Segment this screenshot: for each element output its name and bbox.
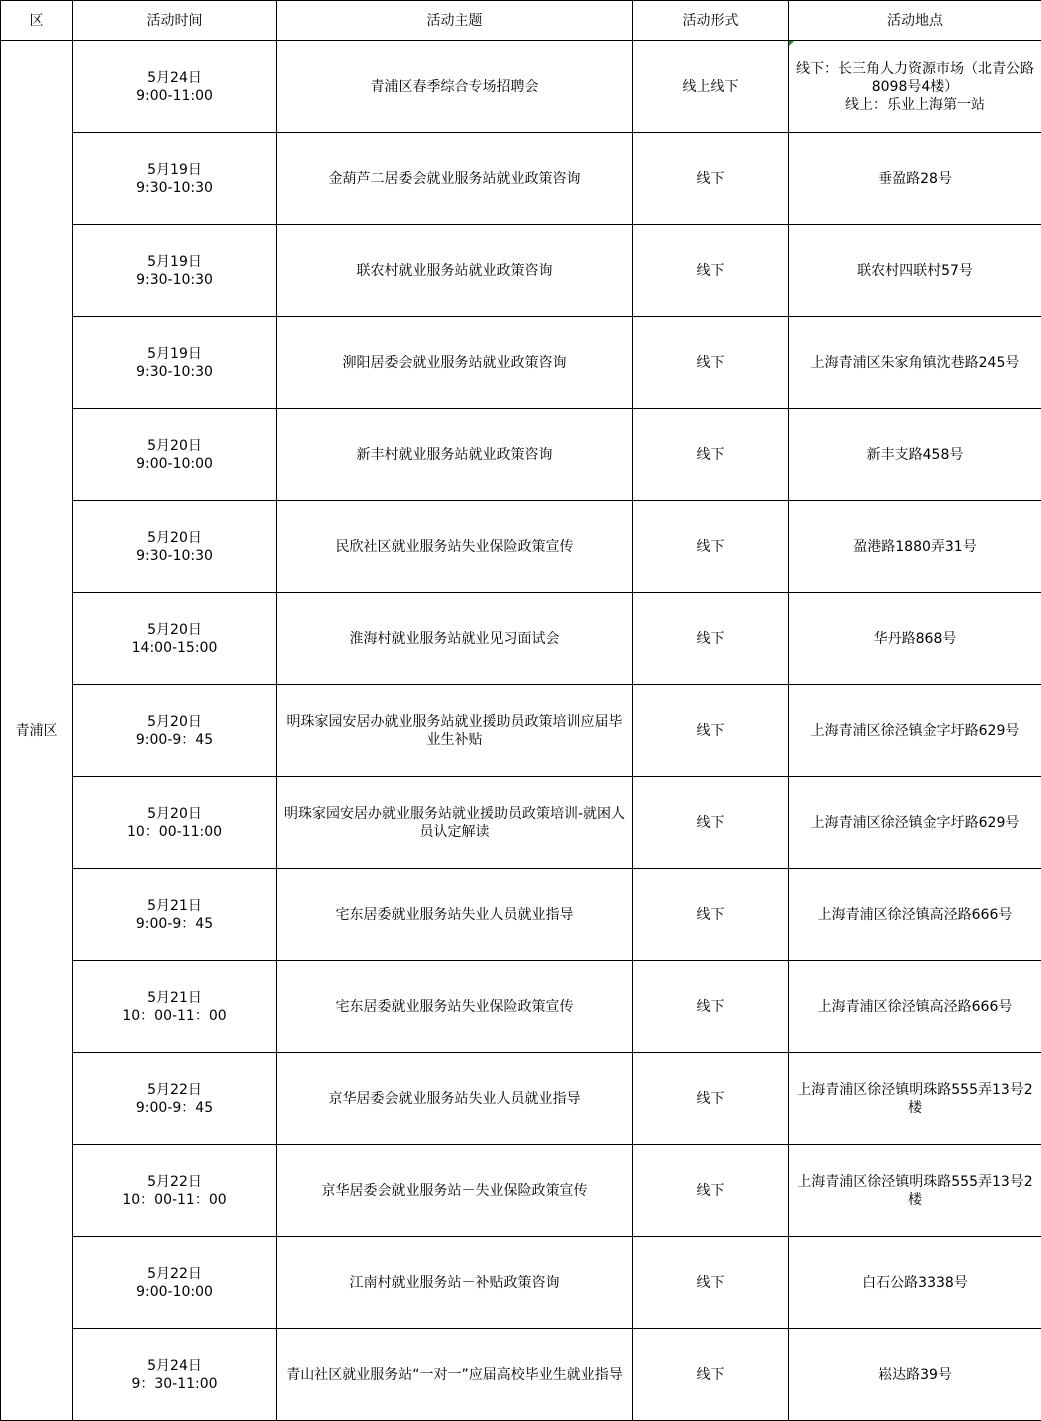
table-row [1,1053,1041,1145]
time-cell [73,317,277,409]
header-district: 区 [1,1,73,41]
time-cell [73,1145,277,1237]
location-line: 上海青浦区徐泾镇明珠路555弄13号2楼 [797,1173,1033,1208]
activity-date: 5月21日 [147,989,202,1006]
time-cell [73,593,277,685]
format-cell: 线下 [633,1329,789,1421]
activity-time: 9:00-10:00 [136,1283,213,1300]
location-line: 上海青浦区徐泾镇高泾路666号 [817,906,1013,923]
activity-time: 9:30-10:30 [136,179,213,196]
activity-time: 10：00-11:00 [126,823,223,840]
time-cell [73,961,277,1053]
location-line: 线上：乐业上海第一站 [845,96,985,113]
format-cell: 线下 [633,685,789,777]
time-cell [73,1237,277,1329]
format-cell: 线下 [633,409,789,501]
format-cell: 线下 [633,961,789,1053]
topic-cell: 明珠家园安居办就业服务站就业援助员政策培训应届毕业生补贴 [277,685,633,777]
location-cell [789,777,1041,869]
header-time: 活动时间 [73,1,277,41]
location-cell [789,225,1041,317]
location-cell [789,685,1041,777]
format-cell: 线下 [633,501,789,593]
activity-time: 14:00-15:00 [131,639,218,656]
format-cell: 线下 [633,1237,789,1329]
topic-cell: 京华居委会就业服务站失业人员就业指导 [277,1053,633,1145]
activity-time: 9:00-9：45 [135,731,214,748]
location-line: 上海青浦区徐泾镇金字圩路629号 [810,814,1020,831]
location-cell [789,1237,1041,1329]
activity-time: 9:30-10:30 [136,547,213,564]
location-line: 崧达路39号 [878,1366,952,1383]
header-format: 活动形式 [633,1,789,41]
activity-date: 5月19日 [147,253,202,270]
time-cell [73,1053,277,1145]
activity-date: 5月20日 [147,437,202,454]
location-line: 盈港路1880弄31号 [853,538,977,555]
activity-time: 9:30-10:30 [136,271,213,288]
table-row [1,961,1041,1053]
location-line: 新丰支路458号 [866,446,964,463]
topic-cell: 青浦区春季综合专场招聘会 [277,41,633,133]
location-cell [789,41,1041,133]
activity-time: 9:00-9：45 [135,915,214,932]
activity-time: 9:00-11:00 [136,87,213,104]
table-row [1,409,1041,501]
activity-date: 5月19日 [147,161,202,178]
location-cell [789,593,1041,685]
table-row [1,317,1041,409]
activity-time: 9:00-9：45 [135,1099,214,1116]
topic-cell: 明珠家园安居办就业服务站就业援助员政策培训-就困人员认定解读 [277,777,633,869]
format-cell: 线下 [633,317,789,409]
table-row [1,869,1041,961]
format-cell: 线下 [633,869,789,961]
time-cell [73,225,277,317]
topic-cell: 宅东居委就业服务站失业保险政策宣传 [277,961,633,1053]
location-line: 上海青浦区徐泾镇金字圩路629号 [810,722,1020,739]
location-line: 联农村四联村57号 [857,262,973,279]
format-cell: 线下 [633,1145,789,1237]
topic-cell: 淮海村就业服务站就业见习面试会 [277,593,633,685]
district-cell: 青浦区 [1,41,73,1421]
header-topic: 活动主题 [277,1,633,41]
table-row [1,1329,1041,1421]
topic-cell: 宅东居委就业服务站失业人员就业指导 [277,869,633,961]
topic-cell: 联农村就业服务站就业政策咨询 [277,225,633,317]
format-cell: 线下 [633,225,789,317]
topic-cell: 民欣社区就业服务站失业保险政策宣传 [277,501,633,593]
time-cell [73,41,277,133]
table-row [1,501,1041,593]
format-cell: 线下 [633,593,789,685]
topic-cell: 金葫芦二居委会就业服务站就业政策咨询 [277,133,633,225]
topic-cell: 江南村就业服务站－补贴政策咨询 [277,1237,633,1329]
location-cell [789,1053,1041,1145]
activity-date: 5月20日 [147,713,202,730]
header-row [1,1,1041,41]
location-line: 白石公路3338号 [862,1274,968,1291]
activity-time: 10：00-11：00 [122,1191,227,1208]
time-cell [73,501,277,593]
table-row [1,593,1041,685]
table-row [1,685,1041,777]
table-row [1,777,1041,869]
location-line: 线下：长三角人力资源市场（北青公路8098号4楼） [796,60,1034,95]
table-body [1,41,1041,1421]
location-cell [789,961,1041,1053]
topic-cell: 新丰村就业服务站就业政策咨询 [277,409,633,501]
location-line: 华丹路868号 [873,630,957,647]
activity-date: 5月20日 [147,529,202,546]
location-cell [789,409,1041,501]
format-cell: 线下 [633,1053,789,1145]
table-row [1,1237,1041,1329]
activity-date: 5月20日 [147,805,202,822]
time-cell [73,1329,277,1421]
format-cell: 线下 [633,777,789,869]
activity-time: 9:30-10:30 [136,363,213,380]
activity-date: 5月22日 [147,1081,202,1098]
table-row [1,225,1041,317]
table-row [1,41,1041,133]
topic-cell: 泖阳居委会就业服务站就业政策咨询 [277,317,633,409]
activity-date: 5月24日 [147,69,202,86]
format-cell: 线上线下 [633,41,789,133]
topic-cell: 青山社区就业服务站“一对一”应届高校毕业生就业指导 [277,1329,633,1421]
time-cell [73,409,277,501]
location-cell [789,317,1041,409]
location-cell [789,501,1041,593]
activity-date: 5月22日 [147,1173,202,1190]
format-cell: 线下 [633,133,789,225]
time-cell [73,685,277,777]
activity-date: 5月22日 [147,1265,202,1282]
time-cell [73,777,277,869]
activity-date: 5月24日 [147,1357,202,1374]
location-line: 上海青浦区徐泾镇明珠路555弄13号2楼 [797,1081,1033,1116]
activity-time: 10：00-11：00 [122,1007,227,1024]
activity-time: 9：30-11:00 [131,1375,218,1392]
time-cell [73,133,277,225]
location-cell [789,869,1041,961]
time-cell [73,869,277,961]
activity-time: 9:00-10:00 [136,455,213,472]
table-row [1,1145,1041,1237]
location-line: 上海青浦区徐泾镇高泾路666号 [817,998,1013,1015]
topic-cell: 京华居委会就业服务站－失业保险政策宣传 [277,1145,633,1237]
activity-date: 5月20日 [147,621,202,638]
table-row [1,133,1041,225]
location-cell [789,1145,1041,1237]
location-line: 上海青浦区朱家角镇沈巷路245号 [810,354,1020,371]
location-line: 垂盈路28号 [878,170,952,187]
location-cell [789,1329,1041,1421]
header-location: 活动地点 [789,1,1041,41]
activity-date: 5月21日 [147,897,202,914]
location-cell [789,133,1041,225]
activity-date: 5月19日 [147,345,202,362]
